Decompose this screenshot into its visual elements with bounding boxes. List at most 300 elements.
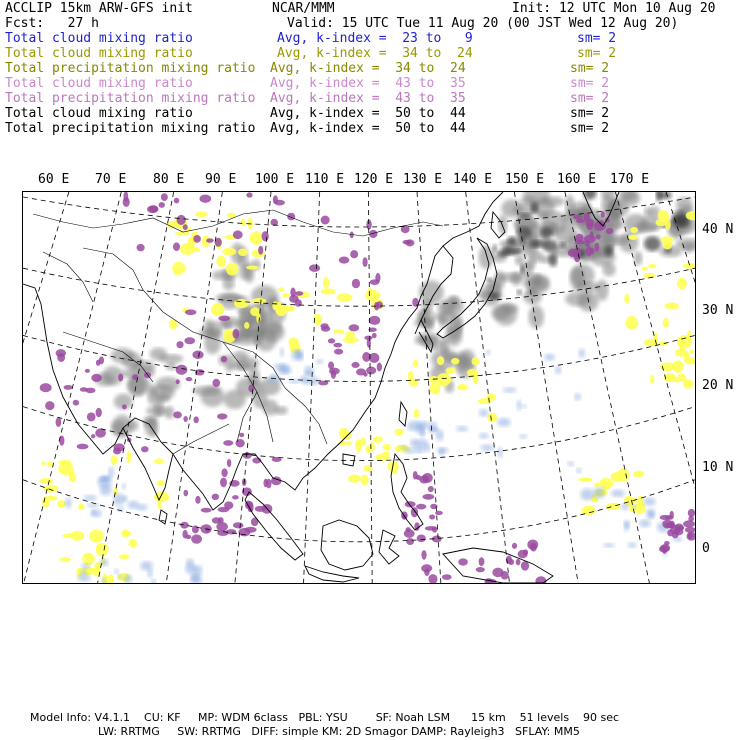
blue-blob <box>316 359 324 364</box>
purple-blob <box>518 550 528 558</box>
yellow-blob <box>44 485 58 493</box>
model-title: ACCLIP 15km ARW-GFS init <box>5 1 193 16</box>
purple-blob <box>184 337 195 344</box>
yellow-mixing-field <box>39 210 695 583</box>
purple-blob <box>201 508 212 513</box>
field-smoothing: sm= 2 <box>577 31 617 46</box>
blue-blob <box>485 350 490 355</box>
longitude-label: 150 E <box>505 172 545 187</box>
purple-blob <box>290 288 295 298</box>
yellow-blob <box>373 436 383 443</box>
yellow-blob <box>47 461 53 467</box>
purple-blob <box>356 368 366 375</box>
purple-blob <box>429 514 435 519</box>
purple-blob <box>161 193 168 201</box>
purple-blob <box>333 343 342 347</box>
blue-blob <box>98 477 112 488</box>
yellow-blob <box>333 329 344 334</box>
yellow-blob <box>323 277 329 289</box>
yellow-blob <box>682 263 695 268</box>
dark-cloud-blob <box>520 264 524 273</box>
yellow-blob <box>82 553 95 565</box>
purple-blob <box>212 379 220 387</box>
purple-blob <box>421 550 426 560</box>
yellow-blob <box>211 303 224 316</box>
blue-blob <box>639 519 651 527</box>
blue-blob <box>81 563 90 569</box>
gray-cloud-blob <box>494 271 505 290</box>
blue-blob <box>643 498 655 506</box>
yellow-blob <box>430 383 441 395</box>
gray-cloud-blob <box>200 386 224 407</box>
yellow-blob <box>625 316 638 329</box>
yellow-blob <box>437 356 444 365</box>
purple-blob <box>366 367 376 375</box>
field-smoothing: sm= 2 <box>570 76 610 91</box>
map-canvas <box>23 192 695 583</box>
gray-cloud-blob <box>441 337 449 358</box>
purple-blob <box>428 574 437 583</box>
purple-blob <box>183 490 188 497</box>
purple-blob <box>224 501 233 509</box>
purple-blob <box>662 520 672 529</box>
purple-blob <box>479 557 485 566</box>
yellow-blob <box>679 341 684 352</box>
purple-blob <box>683 520 695 527</box>
field-name: Total cloud mixing ratio <box>5 31 193 46</box>
dark-cloud-blob <box>540 227 552 238</box>
yellow-blob <box>413 359 418 367</box>
purple-blob <box>321 216 330 225</box>
purple-blob <box>376 301 383 308</box>
yellow-blob <box>669 377 682 382</box>
purple-blob <box>233 522 244 528</box>
purple-blob <box>405 239 414 246</box>
yellow-blob <box>222 248 236 256</box>
blue-blob <box>436 430 444 441</box>
latitude-label: 40 N <box>702 222 734 237</box>
gray-cloud-blob <box>111 348 134 364</box>
purple-blob <box>606 228 614 234</box>
purple-blob <box>370 279 380 285</box>
blue-blob <box>123 575 132 583</box>
yellow-blob <box>244 322 249 329</box>
blue-blob <box>280 347 284 357</box>
yellow-blob <box>57 500 66 508</box>
gray-cloud-blob <box>204 332 221 354</box>
purple-blob <box>182 530 187 539</box>
purple-blob <box>216 522 228 531</box>
purple-blob <box>239 433 244 437</box>
yellow-blob <box>282 293 290 298</box>
yellow-blob <box>337 293 353 301</box>
blue-blob <box>91 510 96 516</box>
yellow-blob <box>96 543 109 556</box>
purple-blob <box>56 417 62 427</box>
purple-blob <box>199 195 211 203</box>
field-smoothing: sm= 2 <box>570 121 610 136</box>
purple-blob <box>334 349 343 355</box>
purple-blob <box>218 517 224 523</box>
valid-time: Valid: 15 UTC Tue 11 Aug 20 (00 JST Wed 12 Aug 20) <box>287 16 679 31</box>
purple-blob <box>422 494 434 500</box>
dark-cloud-blob <box>489 293 499 301</box>
field-range: Avg, k-index = 34 to 24 <box>277 46 473 61</box>
gray-cloud-blob <box>275 406 288 415</box>
purple-blob <box>218 316 230 322</box>
yellow-blob <box>665 303 679 310</box>
purple-blob <box>516 559 521 566</box>
model-info-line1: Model Info: V4.1.1 CU: KF MP: WDM 6class PBL: YSU SF: Noah LSM 15 km 51 levels 90 sec <box>30 711 620 724</box>
field-name: Total cloud mixing ratio <box>5 106 193 121</box>
yellow-blob <box>156 480 164 486</box>
field-name: Total precipitation mixing ratio <box>5 121 256 136</box>
yellow-blob <box>195 211 207 217</box>
purple-blob <box>255 506 266 512</box>
purple-blob <box>246 192 252 197</box>
field-range: Avg, k-index = 43 to 35 <box>270 76 466 91</box>
blue-blob <box>271 373 277 378</box>
yellow-blob <box>661 236 674 243</box>
blue-blob <box>414 447 425 453</box>
yellow-blob <box>154 458 165 464</box>
purple-blob <box>601 211 605 218</box>
purple-blob <box>435 511 443 515</box>
purple-blob <box>377 363 382 372</box>
purple-blob <box>262 231 269 241</box>
purple-blob <box>192 525 199 533</box>
purple-blob <box>77 444 89 450</box>
field-name: Total cloud mixing ratio <box>5 76 193 91</box>
purple-blob <box>287 213 295 221</box>
blue-blob <box>151 579 157 583</box>
purple-blob <box>73 400 79 406</box>
yellow-blob <box>321 288 336 294</box>
blue-blob <box>439 448 444 456</box>
yellow-blob <box>658 341 667 346</box>
blue-blob <box>567 461 574 466</box>
org-label: NCAR/MMM <box>272 1 335 16</box>
dark-cloud-blob <box>518 213 532 219</box>
purple-blob <box>585 218 594 227</box>
purple-blob <box>96 408 102 417</box>
gray-cloud-blob <box>479 245 494 269</box>
yellow-blob <box>633 471 644 478</box>
yellow-blob <box>429 376 440 383</box>
blue-blob <box>479 433 489 439</box>
yellow-blob <box>392 470 397 474</box>
purple-blob <box>576 234 584 243</box>
yellow-blob <box>487 413 497 423</box>
purple-blob <box>411 507 418 517</box>
yellow-blob <box>360 475 368 486</box>
purple-blob <box>186 377 193 381</box>
yellow-blob <box>234 299 249 308</box>
field-range: Avg, k-index = 50 to 44 <box>270 121 466 136</box>
gray-cloud-blob <box>530 250 543 262</box>
blue-blob <box>407 421 421 432</box>
blue-blob <box>304 371 314 375</box>
blue-blob <box>147 569 152 578</box>
yellow-blob <box>663 318 669 328</box>
dark-cloud-blob <box>503 247 513 255</box>
purple-blob <box>428 486 434 492</box>
purple-blob <box>352 279 360 289</box>
purple-blob <box>195 496 200 504</box>
blue-blob <box>122 483 126 489</box>
purple-blob <box>85 369 90 373</box>
yellow-blob <box>630 227 638 233</box>
yellow-blob <box>366 445 371 453</box>
blue-blob <box>191 574 200 582</box>
yellow-blob <box>278 287 284 291</box>
purple-blob <box>192 351 203 360</box>
blue-blob <box>503 387 517 392</box>
dark-cloud-blob <box>543 240 558 253</box>
purple-blob <box>123 197 130 207</box>
yellow-blob <box>226 263 239 276</box>
blue-blob <box>429 427 439 431</box>
purple-blob <box>274 200 285 206</box>
gray-cloud-blob <box>556 225 578 244</box>
yellow-blob <box>194 247 200 252</box>
yellow-blob <box>78 504 84 511</box>
blue-blob <box>456 426 468 432</box>
graticule-line <box>24 192 122 583</box>
purple-blob <box>149 205 158 212</box>
purple-blob <box>309 264 320 272</box>
dark-cloud-blob <box>530 240 545 248</box>
purple-blob <box>245 527 257 533</box>
yellow-blob <box>592 498 599 502</box>
field-name: Total precipitation mixing ratio <box>5 91 256 106</box>
dark-cloud-blob <box>604 245 613 257</box>
longitude-label: 170 E <box>610 172 650 187</box>
purple-blob <box>137 244 145 252</box>
yellow-blob <box>348 475 360 483</box>
yellow-blob <box>650 375 655 383</box>
longitude-label: 110 E <box>305 172 345 187</box>
yellow-blob <box>594 482 600 487</box>
blue-blob <box>555 366 561 375</box>
purple-blob <box>233 230 243 239</box>
yellow-blob <box>414 409 419 419</box>
model-info-line2: LW: RRTMG SW: RRTMG DIFF: simple KM: 2D Smagor DAMP: Rayleigh3 SFLAY: MM5 <box>98 725 580 738</box>
purple-blob <box>512 543 517 549</box>
purple-blob <box>321 326 330 332</box>
blue-blob <box>65 498 72 509</box>
purple-blob <box>266 479 272 489</box>
yellow-blob <box>345 331 355 340</box>
blue-blob <box>114 569 119 574</box>
field-smoothing: sm= 2 <box>577 46 617 61</box>
blue-blob <box>420 427 425 438</box>
purple-blob <box>527 539 538 549</box>
purple-blob <box>176 379 180 384</box>
longitude-label: 60 E <box>38 172 70 187</box>
purple-blob <box>369 316 381 325</box>
purple-blob <box>91 374 102 382</box>
blue-blob <box>574 393 581 400</box>
purple-blob <box>688 532 693 539</box>
dark-cloud-blob <box>507 236 517 245</box>
yellow-blob <box>641 267 648 271</box>
gray-cloud-blob <box>683 242 695 253</box>
purple-blob <box>404 529 415 537</box>
purple-blob <box>406 538 414 545</box>
gray-cloud-blob <box>522 279 541 288</box>
blue-blob <box>649 511 654 518</box>
purple-blob <box>258 246 263 255</box>
yellow-blob <box>677 278 687 290</box>
purple-blob <box>223 440 233 446</box>
purple-blob <box>87 412 96 421</box>
yellow-blob <box>599 478 613 489</box>
yellow-blob <box>122 529 129 537</box>
purple-blob <box>221 468 227 477</box>
purple-blob <box>458 558 468 565</box>
field-smoothing: sm= 2 <box>570 91 610 106</box>
latitude-label: 0 <box>702 541 710 556</box>
purple-blob <box>328 338 335 343</box>
blue-blob <box>87 503 99 507</box>
field-name: Total cloud mixing ratio <box>5 46 193 61</box>
purple-blob <box>40 383 52 392</box>
yellow-blob <box>443 374 451 384</box>
purple-blob <box>56 349 67 357</box>
longitude-label: 160 E <box>557 172 597 187</box>
purple-blob <box>573 215 583 220</box>
yellow-blob <box>624 294 629 304</box>
gray-cloud-blob <box>146 406 168 416</box>
blue-blob <box>621 503 629 510</box>
yellow-blob <box>187 237 194 250</box>
blue-blob <box>291 350 302 361</box>
gray-cloud-blob <box>112 415 133 438</box>
purple-blob <box>476 567 485 572</box>
longitude-label: 90 E <box>205 172 237 187</box>
gray-cloud-blob <box>260 322 284 342</box>
forecast-hour: Fcst: 27 h <box>5 16 99 31</box>
yellow-blob <box>451 358 460 364</box>
yellow-blob <box>89 530 104 543</box>
purple-blob <box>350 250 358 258</box>
yellow-blob <box>672 360 683 372</box>
purple-blob <box>221 356 227 362</box>
yellow-blob <box>128 539 137 547</box>
yellow-blob <box>216 256 226 267</box>
purple-blob <box>233 329 240 339</box>
purple-blob <box>183 416 188 422</box>
yellow-blob <box>111 455 118 465</box>
purple-blob <box>413 471 418 479</box>
purple-blob <box>432 526 438 532</box>
yellow-blob <box>60 557 71 561</box>
longitude-label: 140 E <box>453 172 493 187</box>
gray-cloud-blob <box>528 305 544 328</box>
purple-blob <box>180 522 188 529</box>
latitude-label: 30 N <box>702 303 734 318</box>
purple-blob <box>191 534 202 543</box>
yellow-blob <box>617 468 629 481</box>
longitude-label: 80 E <box>153 172 185 187</box>
purple-blob <box>349 324 360 331</box>
blue-blob <box>603 543 615 547</box>
yellow-blob <box>360 437 365 446</box>
purple-blob <box>372 333 377 338</box>
yellow-blob <box>58 460 71 465</box>
gray-cloud-blob <box>422 300 433 313</box>
dark-cloud-blob <box>549 252 558 267</box>
purple-blob <box>80 387 88 391</box>
purple-blob <box>206 238 214 242</box>
purple-blob <box>235 439 244 447</box>
field-range: Avg, k-index = 43 to 35 <box>270 91 466 106</box>
purple-blob <box>424 568 429 576</box>
map-panel <box>22 191 696 584</box>
yellow-blob <box>637 496 643 504</box>
yellow-blob <box>343 430 351 439</box>
yellow-blob <box>240 219 245 227</box>
longitude-label: 100 E <box>255 172 295 187</box>
blue-blob <box>517 400 522 411</box>
purple-blob <box>405 501 416 507</box>
purple-blob <box>688 509 695 517</box>
purple-blob <box>96 360 101 366</box>
yellow-blob <box>62 534 76 538</box>
yellow-blob <box>174 269 179 276</box>
longitude-label: 130 E <box>403 172 443 187</box>
blue-blob <box>186 558 194 566</box>
blue-blob <box>576 468 581 474</box>
dark-cloud-blob <box>517 289 522 295</box>
purple-blob <box>364 336 372 340</box>
blue-blob <box>593 487 605 499</box>
purple-blob <box>442 574 452 580</box>
purple-blob <box>159 202 165 208</box>
yellow-blob <box>578 478 592 482</box>
yellow-blob <box>689 349 694 354</box>
purple-blob <box>64 385 73 390</box>
dark-cloud-blob <box>644 236 661 251</box>
purple-blob <box>174 198 180 204</box>
yellow-blob <box>367 288 372 294</box>
purple-blob <box>417 535 426 543</box>
yellow-blob <box>256 313 260 323</box>
yellow-blob <box>250 231 263 244</box>
dark-cloud-blob <box>493 244 497 252</box>
blue-blob <box>399 445 408 449</box>
yellow-blob <box>395 429 404 436</box>
yellow-blob <box>682 375 687 382</box>
gray-cloud-blob <box>498 215 507 235</box>
gray-cloud-blob <box>165 406 175 419</box>
field-range: Avg, k-index = 50 to 44 <box>270 106 466 121</box>
blue-blob <box>581 489 594 501</box>
field-range: Avg, k-index = 34 to 24 <box>270 61 466 76</box>
blue-blob <box>117 506 124 511</box>
dark-cloud-blob <box>559 242 566 248</box>
purple-blob <box>45 401 54 410</box>
longitude-label: 70 E <box>95 172 127 187</box>
purple-blob <box>585 240 590 247</box>
latitude-label: 10 N <box>702 460 734 475</box>
blue-blob <box>611 490 625 497</box>
purple-blob <box>665 515 674 520</box>
init-time: Init: 12 UTC Mon 10 Aug 20 <box>512 1 716 16</box>
yellow-blob <box>383 444 391 451</box>
blue-blob <box>521 404 527 408</box>
